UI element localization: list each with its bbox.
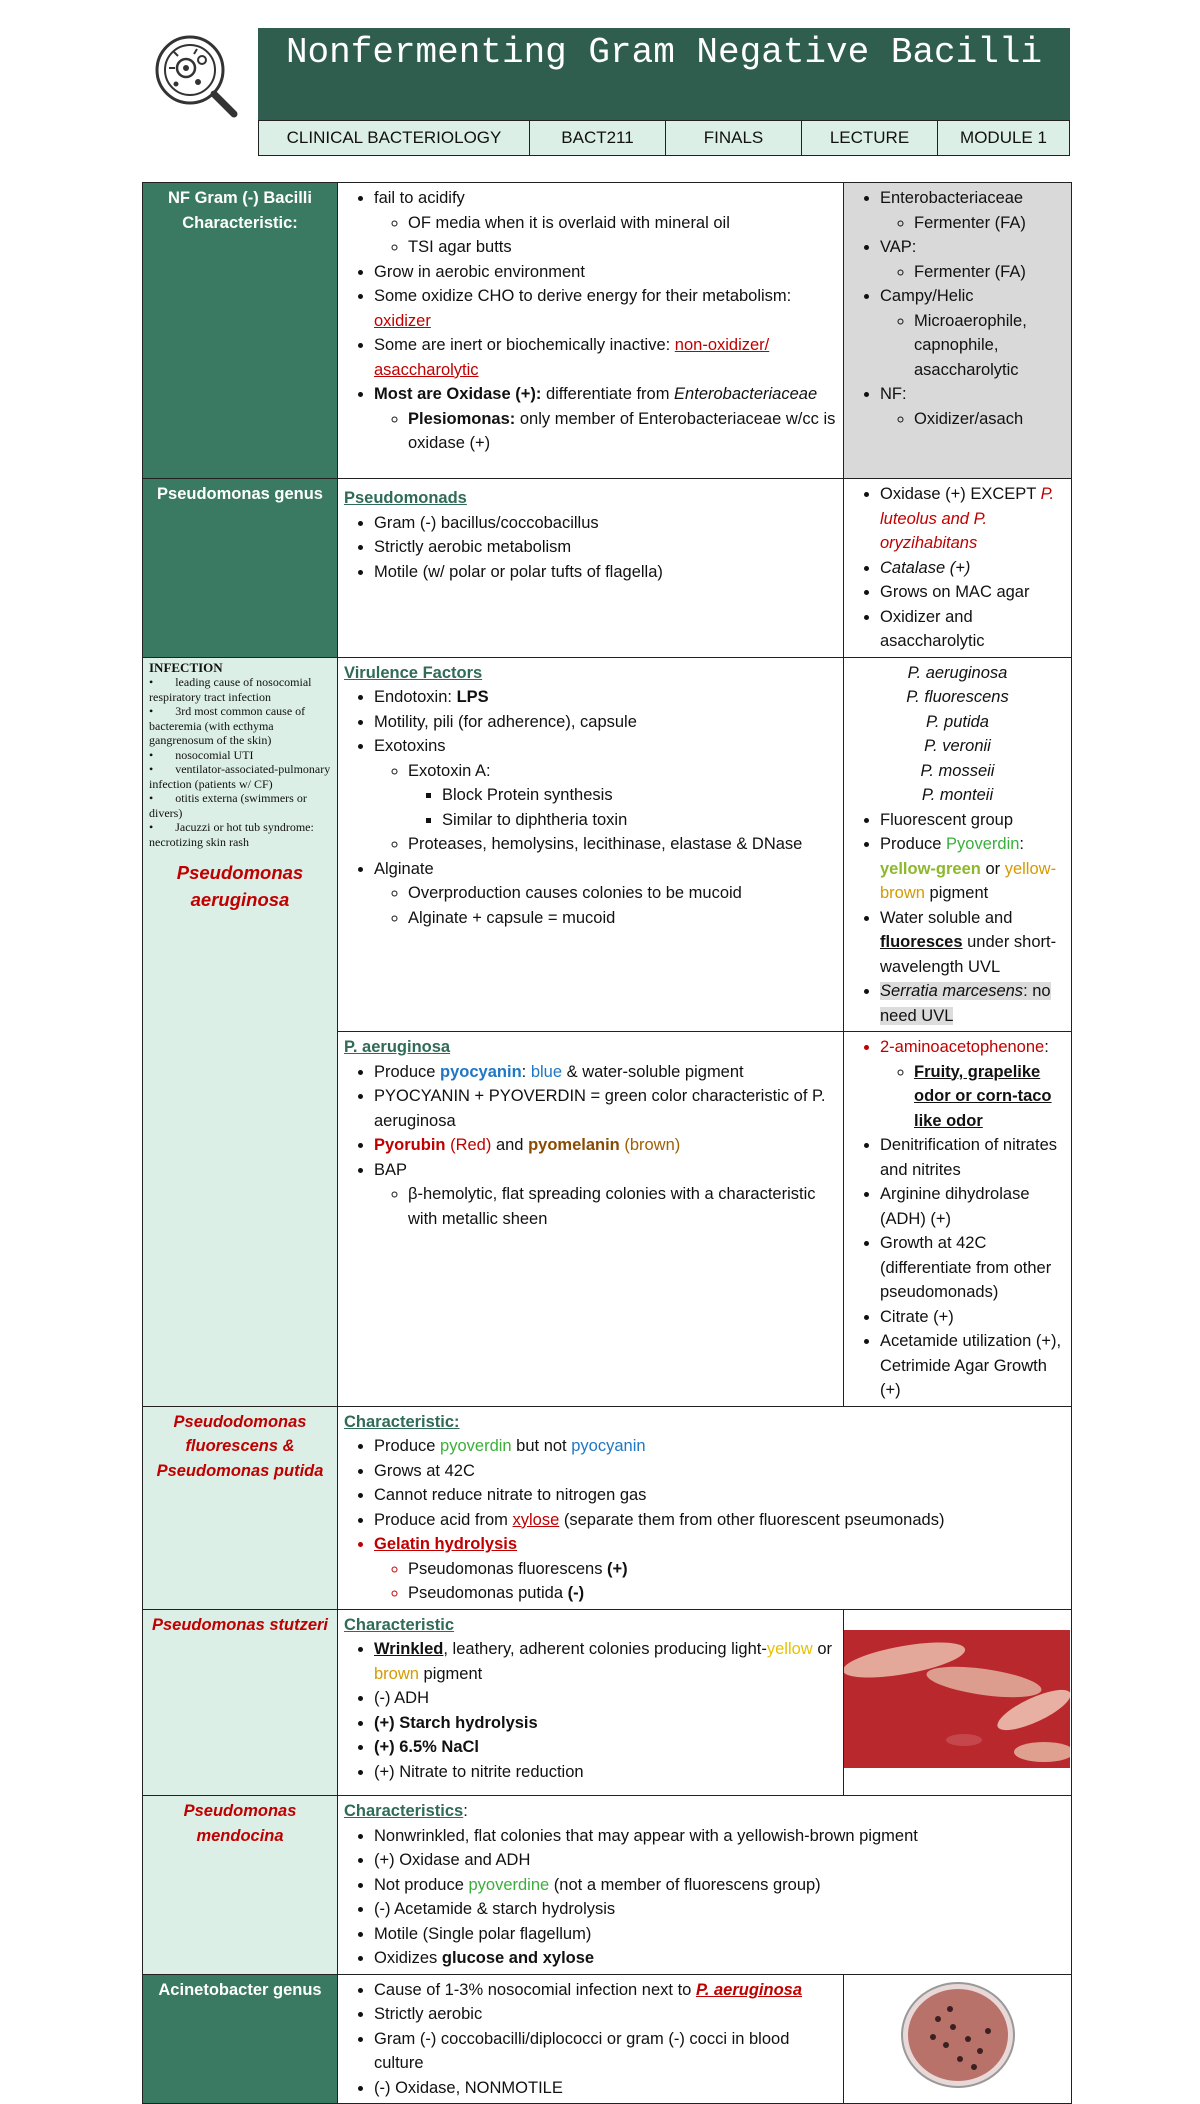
fluorescens-content — [338, 1406, 1072, 1609]
stutzeri-label: Pseudomonas stutzeri — [143, 1609, 338, 1796]
men-oxid-bold: glucose and xylose — [441, 1949, 595, 1967]
term-tag: FINALS — [666, 120, 802, 156]
pa-denitrification: • Denitrification of nitrates and nitrites — [880, 1133, 1065, 1182]
st-nitrite: • (+) Nitrate to nitrite reduction — [374, 1760, 837, 1785]
stutzeri-content — [338, 1609, 844, 1796]
st-starch: • (+) Starch hydrolysis — [374, 1711, 837, 1736]
nf-oxidizer-keyword: oxidizer — [374, 311, 431, 330]
pseudo-oxidizer: • Oxidizer and asaccharolytic — [880, 605, 1065, 654]
fluorescens-heading: Characteristic: — [344, 1412, 460, 1431]
men-item: • Motile (Single polar flagellum) — [374, 1922, 1065, 1947]
fl-gelatin — [374, 1532, 1065, 1606]
acin-cause — [374, 1978, 837, 2003]
men-pyoverdine-word: pyoverdine — [468, 1875, 550, 1894]
nf-row — [143, 183, 1072, 479]
nf-oxidase-bold: Most are Oxidase (+): — [374, 385, 542, 403]
pseudo-mac: • Grows on MAC agar — [880, 580, 1065, 605]
fl-gel-b-text: Pseudomonas putida — [408, 1584, 568, 1602]
pa-heading: P. aeruginosa — [344, 1038, 451, 1056]
pyoverdin-produce: Produce — [880, 835, 947, 853]
aeruginosa-name: Pseudomonas aeruginosa — [176, 862, 304, 910]
vf-alginate: Alginate — [374, 859, 434, 878]
pseudomonads-heading: Pseudomonads — [344, 489, 467, 507]
serratia-name: Serratia marcesens — [880, 982, 1024, 1000]
fl-gel-a-text: Pseudomonas fluorescens — [408, 1559, 608, 1578]
pa-aminoacetophenone — [880, 1035, 1065, 1133]
st-nacl: • (+) 6.5% NaCl — [374, 1735, 837, 1760]
pa-acetamide: • Acetamide utilization (+), Cetrimide Agar Growth (+) — [880, 1329, 1065, 1403]
men-notprod-post: (not a member of fluorescens group) — [549, 1875, 821, 1894]
pyoverdin-word: Pyoverdin — [946, 835, 1020, 853]
st-yellow-word: yellow — [766, 1640, 813, 1658]
pseudo-oxidase — [880, 482, 1065, 556]
mendocina-row — [143, 1796, 1072, 1975]
st-or-word: or — [812, 1640, 832, 1658]
species-item: P. mosseii — [920, 761, 995, 780]
fl-xylose-word: xylose — [512, 1510, 560, 1529]
pseudomonads-item: • Motile (w/ polar or polar tufts of flagella) — [374, 560, 837, 585]
species-item: P. aeruginosa — [907, 663, 1008, 682]
fl-pyocyanin-word: pyocyanin — [571, 1437, 646, 1455]
species-item: P. putida — [925, 712, 989, 731]
nf-plesio-text: only member of Enterobacteriaceae w/cc is oxidase (+) — [408, 409, 836, 452]
water-soluble-text: Water soluble and — [880, 908, 1013, 927]
nf-content — [338, 183, 844, 479]
serratia-note — [880, 979, 1065, 1028]
st-wrinkled-word: Wrinkled — [374, 1640, 444, 1658]
pa-bap-sub: ◦ β-hemolytic, flat spreading colonies with a characteristic with metallic sheen — [408, 1182, 837, 1231]
fl-gelatin-fluorescens — [408, 1557, 1065, 1582]
men-item: • (-) Acetamide & starch hydrolysis — [374, 1897, 1065, 1922]
pyo-produce: Produce — [374, 1062, 441, 1081]
vf-exotoxins: Exotoxins — [374, 737, 446, 755]
pa-bap: BAP — [374, 1160, 408, 1179]
pa-pigment-content — [338, 1032, 844, 1407]
amino-word: 2-aminoacetophenone — [880, 1038, 1045, 1056]
microbiology-logo — [148, 28, 244, 118]
side-entero: Enterobacteriaceae — [880, 189, 1024, 207]
side-nf-sub: ◦ Oxidizer/asach — [914, 407, 1065, 432]
acin-cause-text: Cause of 1-3% nosocomial infection next to — [374, 1980, 696, 1999]
vf-exotoxin-a: Exotoxin A: — [408, 761, 491, 780]
pyo-colon: : — [521, 1062, 531, 1081]
nf-label: NF Gram (-) Bacilli Characteristic: — [143, 183, 338, 479]
pa-growth-42: • Growth at 42C (differentiate from other pseudomonads) — [880, 1231, 1065, 1305]
or-word: or — [980, 859, 1005, 878]
pyorubin-word: Pyorubin — [374, 1136, 446, 1154]
fl-pyoverdin — [374, 1434, 1065, 1459]
serratia-text: : no need UVL — [880, 982, 1051, 1025]
fl-gel-a-result: (+) — [607, 1559, 628, 1578]
acin-gram: • Gram (-) coccobacilli/diplococci or gram (-) cocci in blood culture — [374, 2027, 837, 2076]
men-oxidizes — [374, 1946, 1065, 1971]
st-adh: • (-) ADH — [374, 1686, 837, 1711]
side-campy: Campy/Helic — [880, 287, 974, 305]
fl-gelatin-putida — [408, 1581, 1065, 1606]
pseudomonas-genus-row — [143, 479, 1072, 658]
pa-adh: • Arginine dihydrolase (ADH) (+) — [880, 1182, 1065, 1231]
blue-word: blue — [530, 1062, 563, 1081]
pa-biochem-cell — [844, 1032, 1072, 1407]
pseudo-oxidase-text: Oxidase (+) EXCEPT — [880, 485, 1041, 503]
species-item: P. veronii — [924, 737, 991, 755]
fluorescens-label: Pseudodomonas fluorescens & Pseudomonas putida — [143, 1406, 338, 1609]
nf-inert — [374, 333, 837, 382]
pa-pyocyanin — [374, 1060, 837, 1085]
fl-produce: Produce — [374, 1437, 441, 1455]
nf-oxidase-text: differentiate from — [541, 385, 675, 403]
acinetobacter-row — [143, 1974, 1072, 2104]
side-vap-sub: ◦ Fermenter (FA) — [914, 260, 1065, 285]
st-wrinkled-text: , leathery, adherent colonies producing light- — [443, 1640, 767, 1658]
red-word: (Red) — [445, 1136, 492, 1154]
men-oxid-pre: Oxidizes — [374, 1949, 442, 1967]
pa-odor: ◦ Fruity, grapelike odor or corn-taco like odor — [914, 1060, 1065, 1134]
aeruginosa-left-cell — [143, 657, 338, 1406]
acinetobacter-image-cell — [844, 1974, 1072, 2104]
pyoverdin-pigment — [880, 832, 1065, 906]
men-item: • Nonwrinkled, flat colonies that may appear with a yellowish-brown pigment — [374, 1824, 1065, 1849]
fl-acid-post: (separate them from other fluorescent pseumonads) — [559, 1510, 945, 1529]
fluorescent-group: • Fluorescent group — [880, 808, 1065, 833]
virulence-heading: Virulence Factors — [344, 663, 483, 682]
vf-proteases: ◦ Proteases, hemolysins, lecithinase, elastase & DNase — [408, 832, 837, 857]
vf-motility: • Motility, pili (for adherence), capsule — [374, 710, 837, 735]
vf-alginate-item: ◦ Alginate + capsule = mucoid — [408, 906, 837, 931]
infection-item: • nosocomial UTI — [149, 748, 331, 763]
infection-item: • ventilator-associated-pulmonary infection (patients w/ CF) — [149, 762, 331, 791]
mendocina-heading-colon: : — [463, 1802, 468, 1820]
vf-endotoxin — [374, 685, 837, 710]
pyocyanin-word: pyocyanin — [440, 1062, 522, 1081]
virulence-content — [338, 657, 844, 1032]
pa-citrate: • Citrate (+) — [880, 1305, 1065, 1330]
page-title: Nonfermenting Gram Negative Bacilli — [258, 28, 1070, 120]
pseudomonas-genus-label: Pseudomonas genus — [143, 479, 338, 658]
fl-gelatin-word: Gelatin hydrolysis — [374, 1535, 518, 1553]
yellow-brown-word: yellow-brown — [880, 859, 1057, 902]
nf-side-panel — [844, 183, 1072, 479]
pseudo-oxidase-exceptions: P. luteolus and P. oryzihabitans — [880, 485, 1055, 552]
vf-alginate-item: ◦ Overproduction causes colonies to be mucoid — [408, 881, 837, 906]
notes-table — [142, 182, 1072, 2104]
amino-colon: : — [1044, 1038, 1049, 1056]
water-soluble — [880, 906, 1065, 980]
stutzeri-image-cell — [844, 1609, 1072, 1796]
acin-cause-red: P. aeruginosa — [695, 1980, 803, 1999]
infection-block — [149, 661, 331, 850]
pseudomonads-content — [338, 479, 844, 658]
stutzeri-heading: Characteristic — [344, 1615, 455, 1634]
side-nf: NF: — [880, 385, 907, 403]
fl-grows-42: • Grows at 42C — [374, 1459, 1065, 1484]
fluoresces-word: fluoresces — [880, 933, 963, 951]
uvl-text: under short-wavelength UVL — [880, 933, 1057, 976]
mendocina-heading-text: Characteristics — [344, 1802, 464, 1820]
acinetobacter-content — [338, 1974, 844, 2104]
infection-item: • otitis externa (swimmers or divers) — [149, 791, 331, 820]
pyo-post: & water-soluble pigment — [562, 1062, 744, 1081]
fl-nitrate: • Cannot reduce nitrate to nitrogen gas — [374, 1483, 1065, 1508]
pa-pyorubin — [374, 1133, 837, 1158]
fluorescent-group-cell — [844, 657, 1072, 1032]
nf-fail-a: ◦ OF media when it is overlaid with mineral oil — [408, 211, 837, 236]
pseudomonads-item: • Strictly aerobic metabolism — [374, 535, 837, 560]
fl-acid-pre: Produce acid from — [374, 1510, 513, 1529]
st-pigment-word: pigment — [418, 1664, 483, 1683]
pa-green-color: • PYOCYANIN + PYOVERDIN = green color characteristic of P. aeruginosa — [374, 1084, 837, 1133]
acin-oxidase: • (-) Oxidase, NONMOTILE — [374, 2076, 837, 2101]
fl-gel-b-result: (-) — [567, 1584, 585, 1602]
mendocina-label: Pseudomonas mendocina — [143, 1796, 338, 1975]
vf-endotoxin-text: Endotoxin: — [374, 688, 457, 706]
fl-xylose — [374, 1508, 1065, 1533]
infection-title: INFECTION — [149, 659, 223, 675]
nf-nonoxidizer-keyword: non-oxidizer/ asaccharolytic — [374, 336, 770, 379]
nf-oxidase-italic: Enterobacteriaceae — [674, 385, 818, 403]
acin-aerobic: • Strictly aerobic — [374, 2002, 837, 2027]
nf-inert-text: Some are inert or biochemically inactive: — [374, 336, 675, 354]
type-tag: LECTURE — [802, 120, 938, 156]
nf-fail: fail to acidify — [374, 189, 465, 207]
mendocina-content — [338, 1796, 1072, 1975]
infection-item: • Jacuzzi or hot tub syndrome: necrotizing skin rash — [149, 820, 331, 849]
acinetobacter-label: Acinetobacter genus — [143, 1974, 338, 2104]
stutzeri-colony-photo — [844, 1630, 1070, 1768]
species-item: P. fluorescens — [906, 688, 1009, 706]
nf-plesiomonas — [408, 407, 837, 456]
yellow-green-word: yellow-green — [880, 859, 981, 878]
side-entero-sub: ◦ Fermenter (FA) — [914, 211, 1065, 236]
course-tag-row — [258, 120, 1070, 156]
infection-item: • 3rd most common cause of bacteremia (with ecthyma gangrenosum of the skin) — [149, 704, 331, 748]
nf-oxidize-text: Some oxidize CHO to derive energy for their metabolism: — [374, 287, 792, 305]
vf-exoa-item: ▪ Similar to diphtheria toxin — [442, 808, 837, 833]
species-list — [850, 661, 1065, 808]
side-campy-sub: ◦ Microaerophile, capnophile, asaccharolytic — [914, 309, 1065, 383]
st-wrinkled — [374, 1637, 837, 1686]
stutzeri-row — [143, 1609, 1072, 1796]
pseudo-catalase: • Catalase (+) — [880, 556, 1065, 581]
pseudomonads-item: • Gram (-) bacillus/coccobacillus — [374, 511, 837, 536]
mendocina-heading — [344, 1799, 1065, 1824]
species-item: P. monteii — [921, 786, 994, 804]
aeruginosa-virulence-row — [143, 657, 1072, 1032]
pseudomonads-side — [844, 479, 1072, 658]
acinetobacter-plate-photo — [898, 1979, 1018, 2091]
vf-lps: LPS — [456, 688, 489, 706]
men-pyoverdine — [374, 1873, 1065, 1898]
men-notprod-pre: Not produce — [374, 1875, 469, 1894]
infection-item: • leading cause of nosocomial respiratory tract infection — [149, 675, 331, 704]
brown-word: (brown) — [619, 1136, 681, 1154]
nf-oxidize — [374, 284, 837, 333]
fl-but-not: but not — [511, 1437, 572, 1455]
fluorescens-row — [143, 1406, 1072, 1609]
side-vap: VAP: — [880, 238, 917, 256]
nf-plesio-bold: Plesiomonas: — [408, 409, 516, 428]
pyomelanin-word: pyomelanin — [528, 1136, 620, 1154]
nf-aerobic: • Grow in aerobic environment — [374, 260, 837, 285]
course-tag: CLINICAL BACTERIOLOGY — [258, 120, 530, 156]
pigment-word: pigment — [924, 884, 989, 902]
course-code-tag: BACT211 — [530, 120, 666, 156]
module-tag: MODULE 1 — [938, 120, 1070, 156]
vf-exoa-item: ▪ Block Protein synthesis — [442, 783, 837, 808]
nf-oxidase — [374, 382, 837, 456]
men-item: • (+) Oxidase and ADH — [374, 1848, 1065, 1873]
fl-pyoverdin-word: pyoverdin — [440, 1437, 512, 1455]
pyoverdin-colon: : — [1019, 835, 1025, 853]
nf-fail-b: ◦ TSI agar butts — [408, 235, 837, 260]
and-word: and — [491, 1136, 529, 1154]
st-brown-word: brown — [374, 1664, 419, 1683]
